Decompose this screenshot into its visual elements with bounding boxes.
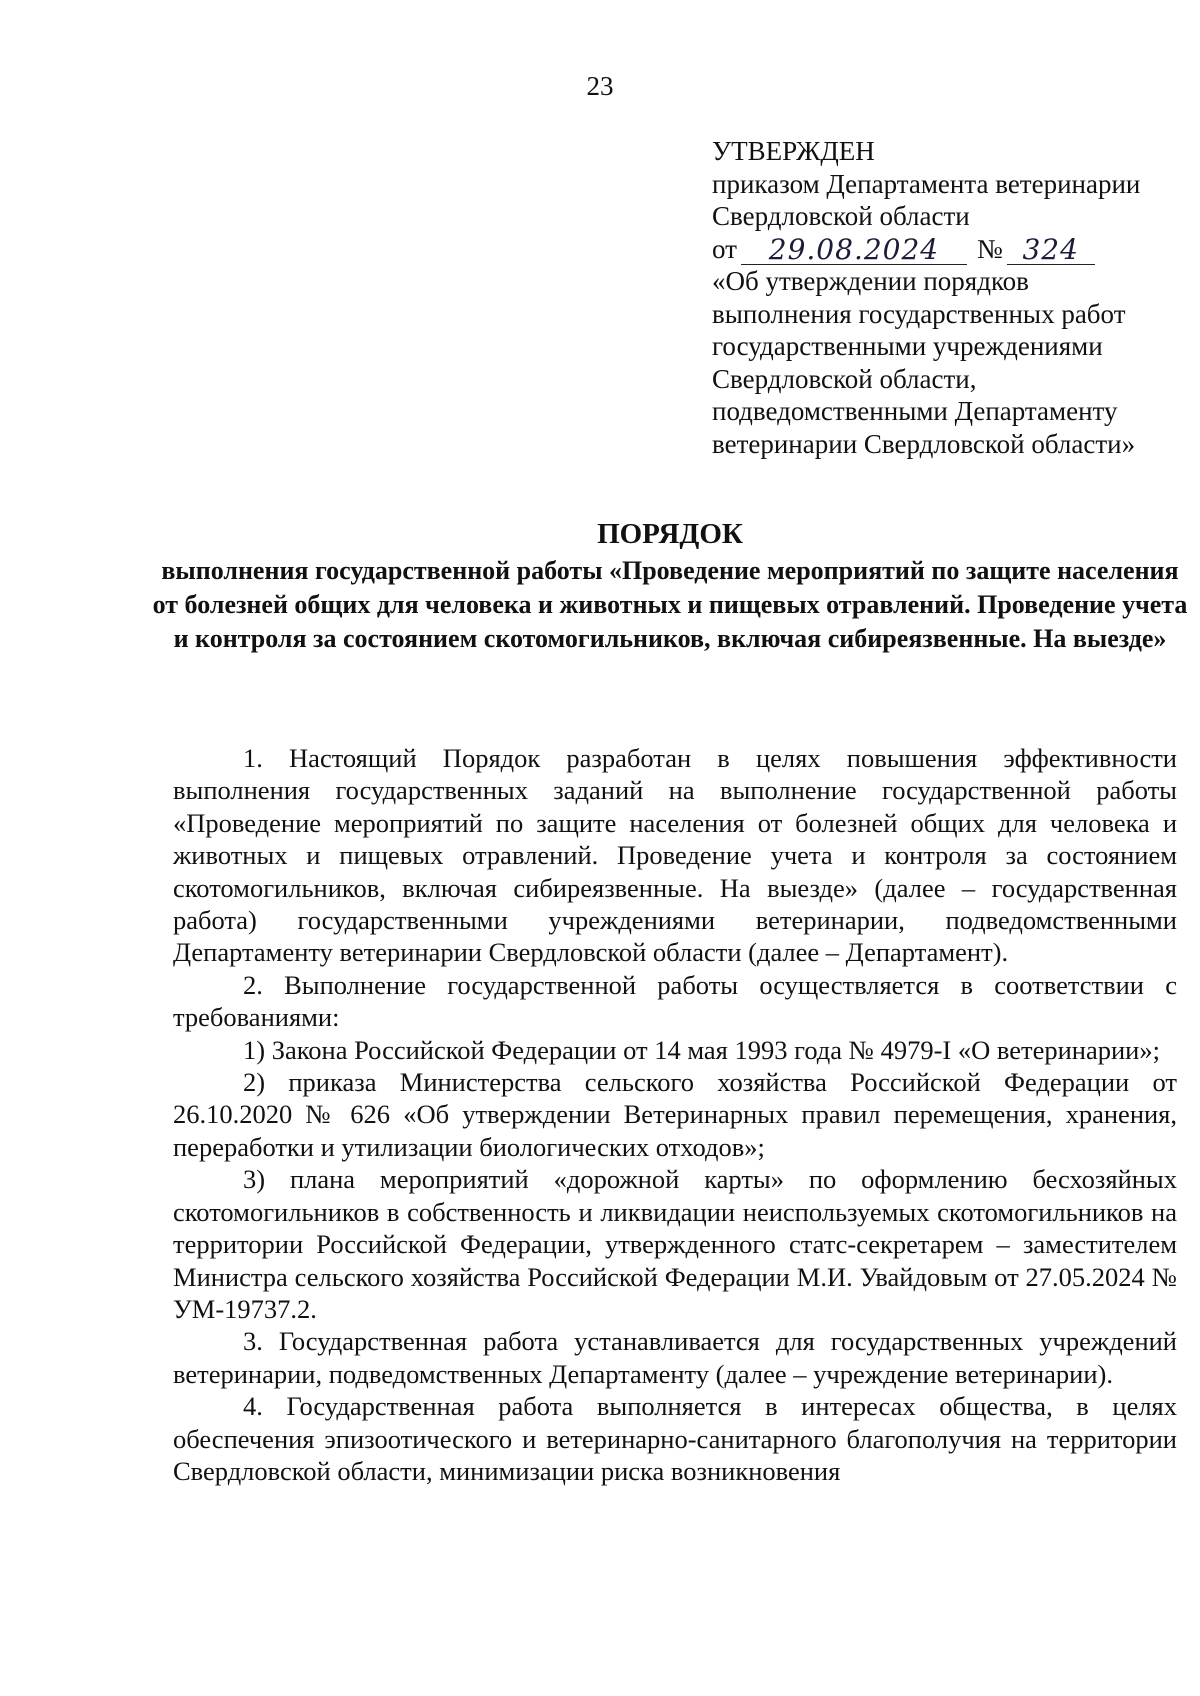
order-title-line: подведомственными Департаменту [712, 396, 1118, 426]
approval-line-1: приказом Департамента ветеринарии [712, 168, 1141, 199]
document-subtitle: выполнения государственной работы «Проведение мероприятий по защите населения от болезней общих для человека и животных и пищевых отравлений. Проведение учета и контроля за состоянием скотомогильников, включая сибиреязвенные. На выезде» [152, 556, 1188, 653]
paragraph: 1. Настоящий Порядок разработан в целях повышения эффективности выполнения государственных заданий на выполнение государственной работы «Проведение мероприятий по защите населения от болезней общих для человека и животных и пищевых отравлений. Проведение учета и контроля за состоянием скотомогильников, включая сибиреязвенные. На выезде» (далее – государственная работа) государственными учреждениями ветеринарии, подведомственными Департаменту ветеринарии Свердловской области (далее – Департамент). [173, 743, 1177, 968]
order-title-line: государственными учреждениями [712, 331, 1103, 361]
handwritten-date: 29.08.2024 [768, 232, 940, 266]
paragraph: 3) плана мероприятий «дорожной карты» по оформлению бесхозяйных скотомогильников в собственность и ликвидации неиспользуемых скотомогильников на территории Российской Федерации, утвержденного статс-секретарем – заместителем Министра сельского хозяйства Российской Федерации М.И. Увайдовым от 27.05.2024 № УМ-19737.2. [173, 1164, 1177, 1324]
number-blank [1007, 232, 1095, 266]
approval-date-line [712, 233, 1182, 266]
paragraph: 4. Государственная работа выполняется в интересах общества, в целях обеспечения эпизоотического и ветеринарно-санитарного благополучия на территории Свердловской области, минимизации риска возникновения [173, 1391, 1177, 1486]
date-blank [741, 232, 967, 266]
paragraph: 2. Выполнение государственной работы осуществляется в соответствии с требованиями: [173, 969, 1177, 1033]
approval-line-2: Свердловской области [712, 201, 970, 231]
handwritten-number: 324 [1022, 232, 1079, 266]
approval-heading: УТВЕРЖДЕН [712, 136, 875, 166]
order-title-line: ветеринарии Свердловской области» [712, 428, 1136, 459]
document-title: ПОРЯДОК [597, 518, 743, 550]
document-body [173, 742, 1177, 1487]
paragraph: 3. Государственная работа устанавливается для государственных учреждений ветеринарии, подведомственных Департаменту (далее – учреждение ветеринарии). [173, 1326, 1177, 1389]
approval-block [712, 135, 1182, 460]
order-title-line: выполнения государственных работ [712, 298, 1126, 329]
order-title-line: Свердловской области, [712, 363, 977, 394]
number-sign: № [976, 233, 1003, 264]
date-prefix: от [712, 233, 737, 264]
paragraph: 1) Закона Российской Федерации от 14 мая 1993 года № 4979-I «О ветеринарии»; [243, 1034, 1160, 1065]
paragraph: 2) приказа Министерства сельского хозяйства Российской Федерации от 26.10.2020 № 626 «Об утверждении Ветеринарных правил перемещения, хранения, переработки и утилизации биологических отходов»; [173, 1067, 1177, 1162]
page-number: 23 [586, 71, 614, 101]
document-title-block [140, 516, 1200, 656]
order-title-line: «Об утверждении порядков [712, 266, 1029, 296]
